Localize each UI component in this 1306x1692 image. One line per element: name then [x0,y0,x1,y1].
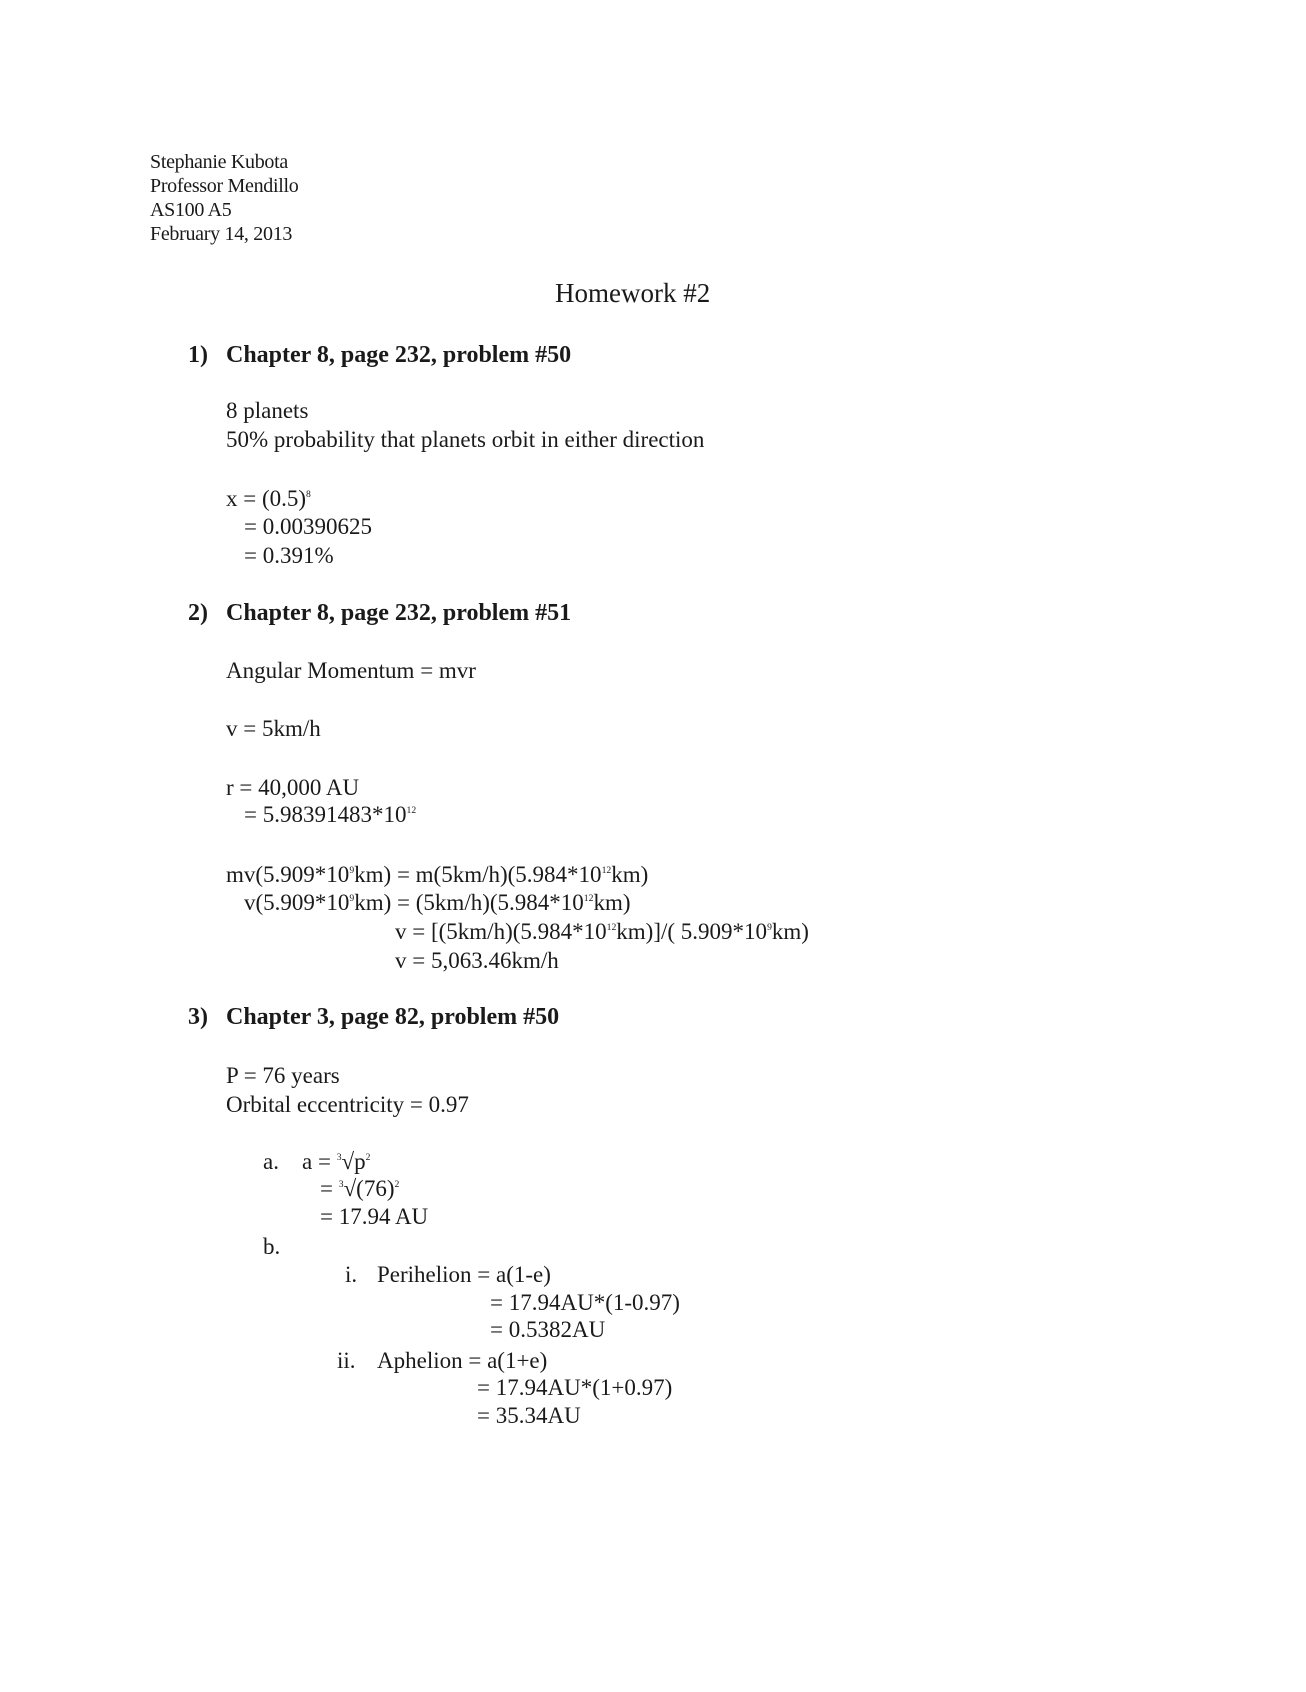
q3-a-equation-2: = $^3√(76)^2$ [320,1176,400,1201]
q3-a-equation-3: = 17.94 AU [320,1204,429,1229]
q3-number: 3) [188,1004,208,1030]
course-code: AS100 A5 [150,199,232,221]
professor-name: Professor Mendillo [150,175,299,197]
q3-given-1: P = 76 years [226,1063,340,1088]
q1-equation-1: $x = (0.5)^8$ [226,486,311,511]
q2-number: 2) [188,600,208,626]
q2-velocity: v = 5km/h [226,716,321,741]
q1-given-2: 50% probability that planets orbit in either direction [226,427,705,452]
q1-given-1: 8 planets [226,398,309,423]
q3-a-equation-1: $a = ^3√p^2$ [302,1149,371,1174]
q2-heading: Chapter 8, page 232, problem #51 [226,600,572,626]
q3-aphelion-3: = 35.34AU [477,1403,581,1428]
q2-radius-2: = $5.98391483*10^{12}$ [244,802,417,827]
q1-equation-3: = 0.391% [244,543,334,568]
q3-perihelion-3: = 0.5382AU [490,1317,606,1342]
q2-formula: Angular Momentum = mvr [226,658,476,683]
q3-b-ii-label: ii. [337,1348,356,1373]
q3-heading: Chapter 3, page 82, problem #50 [226,1004,560,1030]
q2-result: v = 5,063.46km/h [395,948,559,973]
q2-equation-1: $mv(5.909*10^9km) = m(5km/h)(5.984*10^{12}km)$ [226,862,649,887]
q3-part-b-label: b. [263,1234,281,1259]
q3-b-i-label: i. [345,1262,358,1287]
q3-aphelion-2: = 17.94AU*(1+0.97) [477,1375,673,1400]
q3-perihelion-1: Perihelion = a(1-e) [377,1262,551,1287]
q2-equation-3: $v = [(5km/h)(5.984*10^{12}km)]/$( $5.909*10^9km$) [395,919,809,944]
q2-radius-1: r = 40,000 AU [226,775,360,800]
q1-number: 1) [188,342,208,368]
student-name: Stephanie Kubota [150,151,288,173]
q1-heading: Chapter 8, page 232, problem #50 [226,342,572,368]
date: February 14, 2013 [150,223,293,245]
q1-equation-2: = 0.00390625 [244,514,372,539]
q2-equation-2: $v(5.909*10^9km) = (5km/h)(5.984*10^{12}km)$ [244,890,631,915]
q3-perihelion-2: = 17.94AU*(1-0.97) [490,1290,680,1315]
q3-given-2: Orbital eccentricity = 0.97 [226,1092,469,1117]
page-title: Homework #2 [555,278,711,308]
q3-part-a-label: a. [263,1149,279,1174]
q3-aphelion-1: Aphelion = a(1+e) [377,1348,548,1373]
